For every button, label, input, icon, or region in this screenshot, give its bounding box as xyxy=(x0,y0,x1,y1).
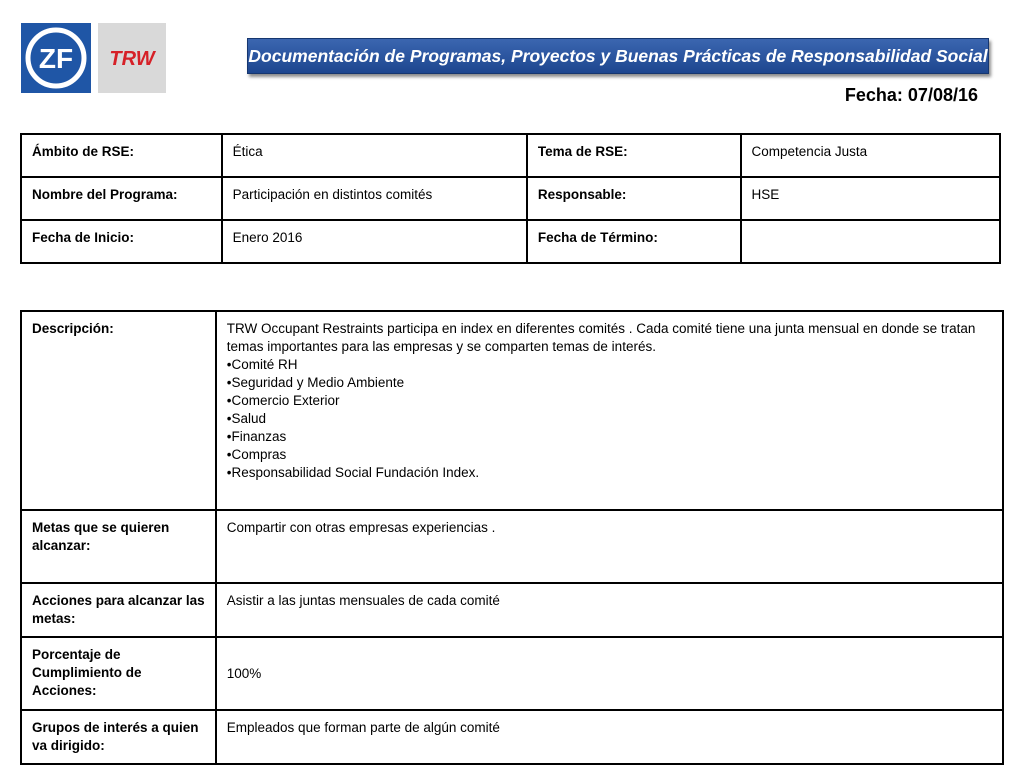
table-row xyxy=(21,583,1003,637)
zf-logo xyxy=(21,23,91,93)
responsable-label: Responsable: xyxy=(527,177,741,220)
page-title: Documentación de Programas, Proyectos y Buenas Prácticas de Responsabilidad Social xyxy=(248,45,988,66)
inicio-label: Fecha de Inicio: xyxy=(21,220,222,263)
grupos-value: Empleados que forman parte de algún comité xyxy=(216,710,1003,764)
metas-value: Compartir con otras empresas experiencias . xyxy=(216,510,1003,583)
list-item: •Finanzas xyxy=(226,429,287,444)
porcentaje-value: 100% xyxy=(216,637,1003,710)
metas-label: Metas que se quieren alcanzar: xyxy=(21,510,216,583)
descripcion-text: TRW Occupant Restraints participa en index en diferentes comités . Cada comité tiene una junta mensual en donde se tratan temas importantes para las empresas y se comparten temas de interés. xyxy=(226,321,976,354)
list-item: •Responsabilidad Social Fundación Index. xyxy=(226,465,480,480)
tema-label: Tema de RSE: xyxy=(527,134,741,177)
table-row xyxy=(21,637,1003,710)
inicio-value: Enero 2016 xyxy=(222,220,527,263)
acciones-value: Asistir a las juntas mensuales de cada comité xyxy=(216,583,1003,637)
list-item: •Comité RH xyxy=(226,357,298,372)
list-item: •Seguridad y Medio Ambiente xyxy=(226,375,405,390)
acciones-label: Acciones para alcanzar las metas: xyxy=(21,583,216,637)
list-item: •Comercio Exterior xyxy=(226,393,340,408)
trw-logo-text: TRW xyxy=(109,48,155,70)
list-item: •Salud xyxy=(226,411,267,426)
termino-label: Fecha de Término: xyxy=(527,220,741,263)
ambito-value: Ética xyxy=(222,134,527,177)
porcentaje-label: Porcentaje de Cumplimiento de Acciones: xyxy=(21,637,216,710)
nombre-label: Nombre del Programa: xyxy=(21,177,222,220)
nombre-value: Participación en distintos comités xyxy=(222,177,527,220)
descripcion-label: Descripción: xyxy=(21,311,216,510)
table-row xyxy=(21,311,1003,510)
table-row xyxy=(21,510,1003,583)
table-row xyxy=(21,177,1000,220)
document-date: Fecha: 07/08/16 xyxy=(844,85,978,105)
descripcion-cell xyxy=(216,311,1003,510)
ambito-label: Ámbito de RSE: xyxy=(21,134,222,177)
termino-value xyxy=(741,220,1000,263)
responsable-value: HSE xyxy=(741,177,1000,220)
tema-value: Competencia Justa xyxy=(741,134,1000,177)
list-item: •Compras xyxy=(226,447,287,462)
program-info-table xyxy=(20,133,1001,264)
table-row xyxy=(21,710,1003,764)
committee-list xyxy=(227,356,992,482)
table-row xyxy=(21,220,1000,263)
zf-logo-text: ZF xyxy=(38,43,74,74)
table-row xyxy=(21,134,1000,177)
trw-logo xyxy=(98,23,166,93)
title-banner xyxy=(247,38,989,74)
grupos-label: Grupos de interés a quien va dirigido: xyxy=(21,710,216,764)
program-details-table xyxy=(20,310,1004,765)
